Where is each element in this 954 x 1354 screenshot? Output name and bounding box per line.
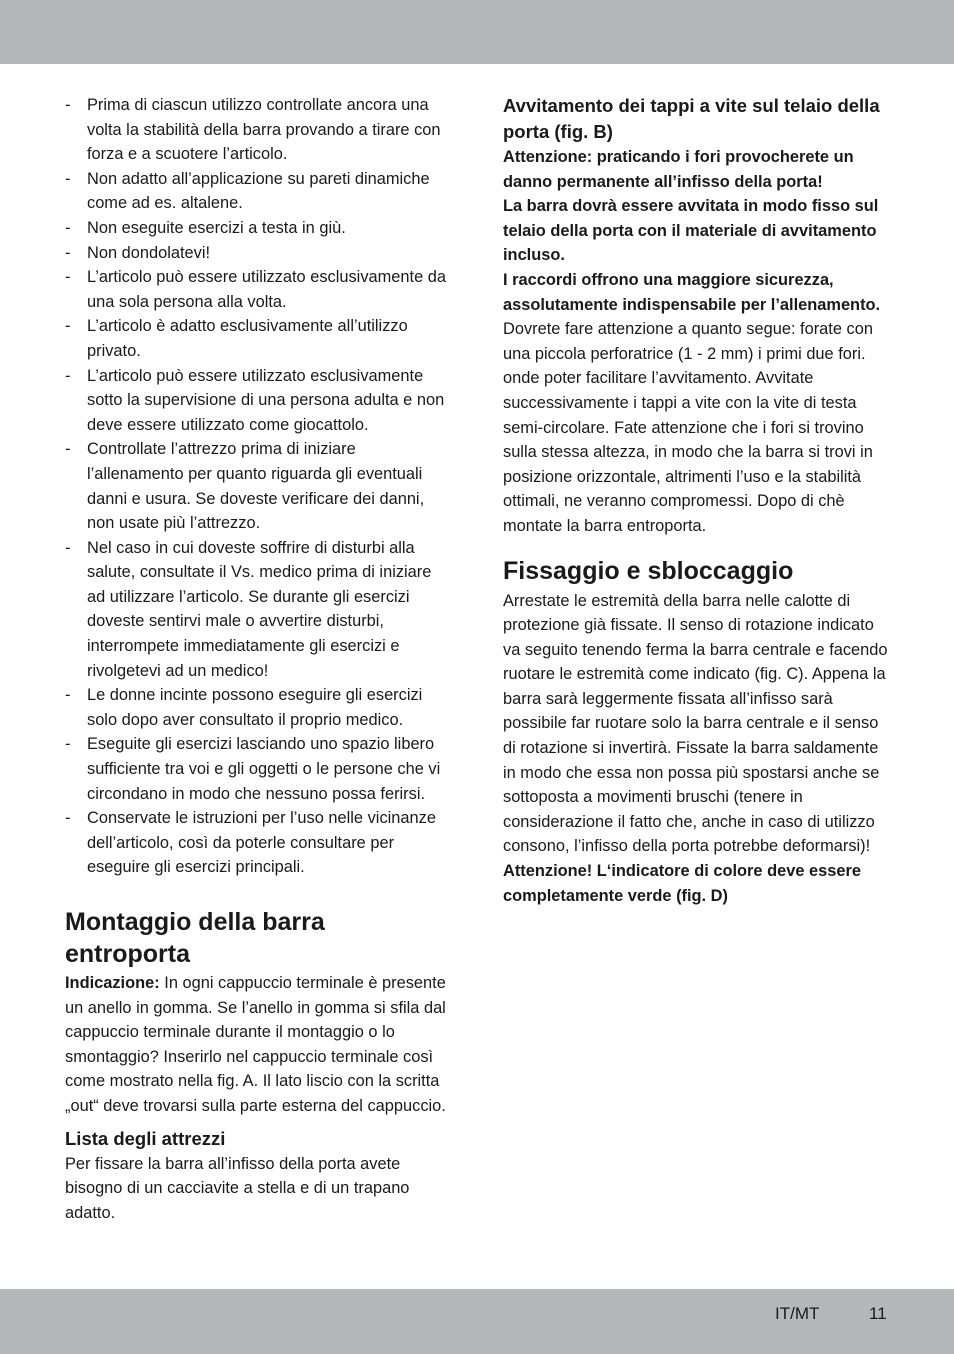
warning-item: - Nel caso in cui doveste soffrire di disturbi alla salute, consultate il Vs. medico prima di iniziare ad utilizzare l’articolo. Se durante gli esercizi doveste sentirvi male o avvertire disturbi, interrompete immediatamente gli esercizi e rivolgetevi ad un medico! <box>65 536 453 684</box>
section-title-montaggio: Montaggio della barra entroporta <box>65 908 325 968</box>
fissaggio-warning: Attenzione! L‘indicatore di colore deve essere completamente verde (fig. D) <box>503 862 861 905</box>
warning-item: - Conservate le istruzioni per l’uso nelle vicinanze dell’articolo, così da poterle consultare per eseguire gli esercizi principali. <box>65 806 453 880</box>
indicazione-paragraph <box>65 971 453 1119</box>
indicazione-text: In ogni cappuccio terminale è presente un anello in gomma. Se l’anello in gomma si sfila dal cappuccio terminale durante il montaggio o lo smontaggio? Inserirlo nel cappuccio terminale così come mostrato nella fig. A. Il lato liscio con la scritta „out“ deve trovarsi sulla parte esterna del cappuccio. <box>65 974 446 1115</box>
warning-item: - Eseguite gli esercizi lasciando uno spazio libero sufficiente tra voi e gli oggetti o le persone che vi circondano in modo che nessuno possa ferirsi. <box>65 732 453 806</box>
header-bar <box>0 0 954 64</box>
footer-language-code: IT/MT <box>775 1304 820 1323</box>
left-column <box>65 93 453 1225</box>
warning-item: - Non eseguite esercizi a testa in giù. <box>65 216 453 241</box>
warning-item: - L’articolo può essere utilizzato esclusivamente da una sola persona alla volta. <box>65 265 453 314</box>
right-column <box>503 93 893 908</box>
avvitamento-text: Dovrete fare attenzione a quanto segue: forate con una piccola perforatrice (1 - 2 mm) i primi due fori. onde poter facilitare l’avvitamento. Avvitate successivamente i tappi a vite con la vite di testa semi-circolare. Fate attenzione che i fori si trovino sulla stessa altezza, in modo che la barra si trovi in posizione orizzontale, altrimenti l’uso e la stabilità ottimali, ne veranno compromessi. Dopo di chè montate la barra entroporta. <box>503 320 873 535</box>
safety-warnings-list <box>65 93 453 880</box>
section-title-fissaggio: Fissaggio e sbloccaggio <box>503 556 794 585</box>
page-number: 11 <box>869 1304 887 1323</box>
warning-fittings: I raccordi offrono una maggiore sicurezza, assolutamente indispensabile per l’allenamento. <box>503 270 881 314</box>
warning-item: - Controllate l’attrezzo prima di iniziare l’allenamento per quanto riguarda gli eventuali danni e usura. Se doveste verificare dei danni, non usate più l’attrezzo. <box>65 437 453 535</box>
warning-item: - L’articolo può essere utilizzato esclusivamente sotto la supervisione di una persona adulta e non deve essere utilizzato come giocattolo. <box>65 364 453 438</box>
warning-item: - Non dondolatevi! <box>65 241 453 266</box>
warning-item: - L’articolo è adatto esclusivamente all’utilizzo privato. <box>65 314 453 363</box>
warning-item: - Le donne incinte possono eseguire gli esercizi solo dopo aver consultato il proprio medico. <box>65 683 453 732</box>
fissaggio-text: Arrestate le estremità della barra nelle calotte di protezione già fissate. Il senso di rotazione indicato va seguito tenendo ferma la barra centrale e facendo ruotare le estremità come indicato (fig. C). Appena la barra sarà leggermente fissata all’infisso sarà possibile far ruotare solo la barra centrale e il senso di rotazione si invertirà. Fissate la barra saldamente in modo che essa non possa più spostarsi anche se sottoposta a movimenti bruschi (tenere in considerazione il fatto che, anche in caso di utilizzo consono, l’infisso della porta potrebbe deformarsi)! <box>503 591 888 856</box>
warning-item: - Non adatto all’applicazione su pareti dinamiche come ad es. altalene. <box>65 167 453 216</box>
warning-drilling: Attenzione: praticando i fori provocherete un danno permanente all’infisso della porta! <box>503 148 854 191</box>
lista-attrezzi-text: Per fissare la barra all’infisso della porta avete bisogno di un cacciavite a stella e di un trapano adatto. <box>65 1154 410 1222</box>
warning-screw-fixed: La barra dovrà essere avvitata in modo fisso sul telaio della porta con il materiale di avvitamento incluso. <box>503 197 879 265</box>
section-title-lista-attrezzi: Lista degli attrezzi <box>65 1127 226 1149</box>
indicazione-label: Indicazione: <box>65 974 160 992</box>
section-title-avvitamento: Avvitamento dei tappi a vite sul telaio della porta (fig. B) <box>503 95 880 142</box>
warning-item: - Prima di ciascun utilizzo controllate ancora una volta la stabilità della barra provando a tirare con forza e a scuotere l’articolo. <box>65 93 453 167</box>
